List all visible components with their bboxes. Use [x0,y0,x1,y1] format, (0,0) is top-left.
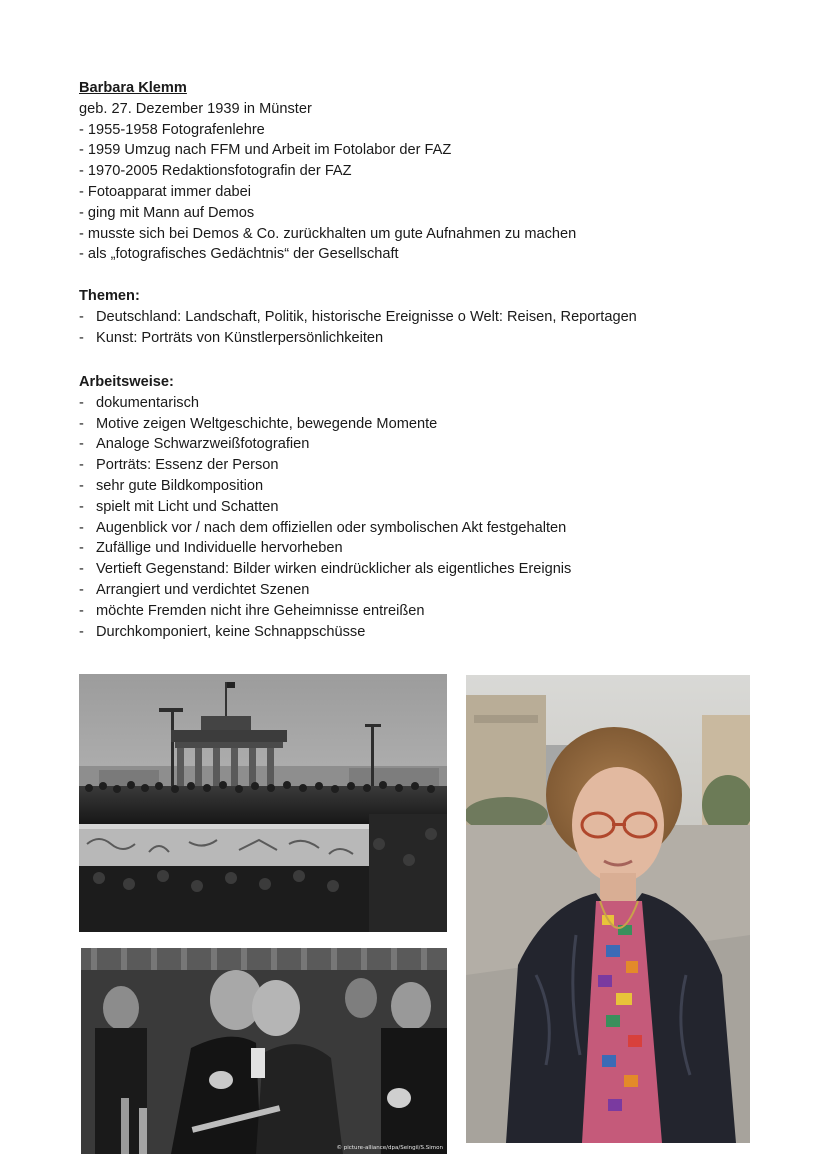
biography-item: - ging mit Mann auf Demos [79,204,255,221]
themes-list [79,307,779,349]
bullet-dash: - [79,477,84,494]
biography-item: - 1955-1958 Fotografenlehre [79,121,265,138]
bullet-dash: - [79,519,84,536]
bullet-dash: - [79,623,84,640]
working-method-item-text: Motive zeigen Weltgeschichte, bewegende Momente [96,415,438,432]
bullet-dash: - [79,498,84,515]
bullet-dash: - [79,581,84,598]
photo-portrait-barbara-klemm [466,675,750,1143]
biography-birth-line: geb. 27. Dezember 1939 in Münster [79,100,312,117]
working-method-item [79,601,779,622]
biography-item: - als „fotografisches Gedächtnis“ der Gesellschaft [79,246,399,263]
working-method-item [79,393,779,414]
working-method-item [79,559,779,580]
working-method-item-text: Durchkomponiert, keine Schnappschüsse [96,623,366,640]
bullet-dash: - [79,457,84,474]
working-method-item [79,476,779,497]
bullet-dash: - [79,561,84,578]
working-method-item-text: Analoge Schwarzweißfotografien [96,436,310,453]
working-method-item-text: Zufällige und Individuelle hervorheben [96,540,343,557]
bullet-dash: - [79,436,84,453]
portrait-illustration [466,675,750,1143]
working-method-item-text: Arrangiert und verdichtet Szenen [96,581,310,598]
biography-item: - 1970-2005 Redaktionsfotografin der FAZ [79,163,352,180]
bullet-dash: - [79,308,84,325]
biography-item: - 1959 Umzug nach FFM und Arbeit im Fotolabor der FAZ [79,142,452,159]
biography-item: - musste sich bei Demos & Co. zurückhalten um gute Aufnahmen zu machen [79,225,577,242]
working-method-item-text: möchte Fremden nicht ihre Geheimnisse entreißen [96,602,425,619]
kiss-illustration [81,948,447,1154]
working-method-section [79,372,779,642]
photo-berlin-wall-brandenburg-gate [79,674,447,932]
working-method-item-text: spielt mit Licht und Schatten [96,498,279,515]
bullet-dash: - [79,602,84,619]
bullet-dash: - [79,329,84,346]
themes-list-item [79,328,779,349]
working-method-list [79,393,779,643]
working-method-item [79,414,779,435]
working-method-item-text: Porträts: Essenz der Person [96,457,279,474]
bullet-dash: - [79,540,84,557]
working-method-item-text: sehr gute Bildkomposition [96,477,264,494]
working-method-item [79,497,779,518]
working-method-item [79,455,779,476]
working-method-item [79,538,779,559]
working-method-item [79,434,779,455]
photo-credit: © picture-alliance/dpa/Seingil/S.Simon [336,1145,443,1151]
working-method-item-text: Augenblick vor / nach dem offiziellen oder symbolischen Akt festgehalten [96,519,567,536]
themes-section [79,286,779,348]
themes-list-item [79,307,779,328]
working-method-heading: Arbeitsweise: [79,374,174,390]
working-method-item [79,518,779,539]
working-method-item [79,622,779,643]
working-method-item-text: Vertieft Gegenstand: Bilder wirken eindrücklicher als eigentliches Ereignis [96,561,572,578]
themes-heading: Themen: [79,288,140,304]
berlin-wall-illustration [79,674,447,932]
biography-section [79,78,779,265]
bullet-dash: - [79,394,84,411]
themes-item-text: Deutschland: Landschaft, Politik, historische Ereignisse o Welt: Reisen, Reportagen [96,308,637,325]
bullet-dash: - [79,415,84,432]
biography-name-heading: Barbara Klemm [79,80,187,96]
themes-item-text: Kunst: Porträts von Künstlerpersönlichkeiten [96,329,384,346]
working-method-item [79,580,779,601]
biography-item: - Fotoapparat immer dabei [79,183,251,200]
photo-brezhnev-honecker-kiss [81,948,447,1154]
working-method-item-text: dokumentarisch [96,394,200,411]
